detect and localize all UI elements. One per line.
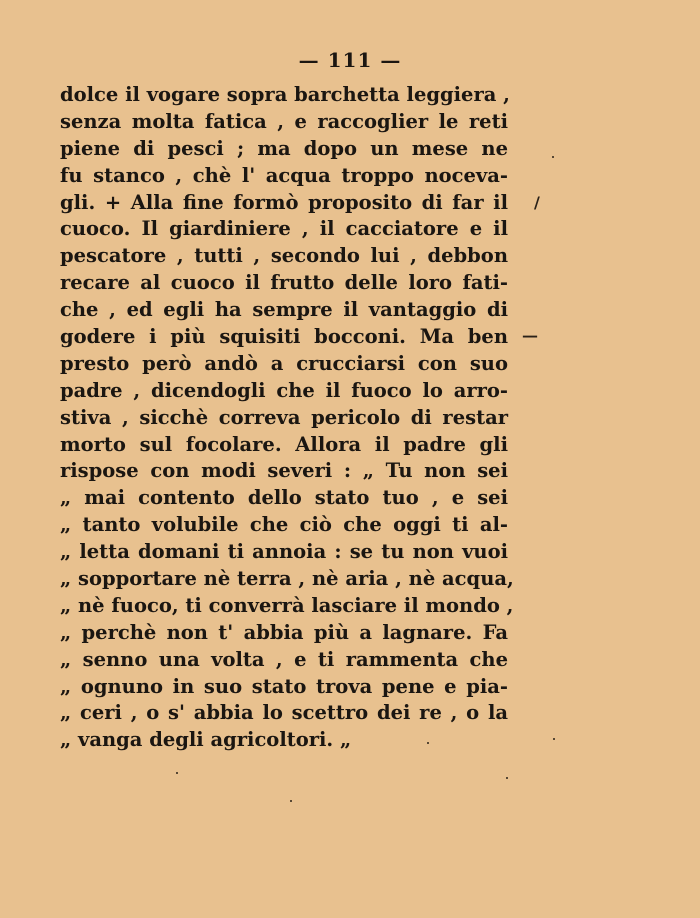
paper-speck	[176, 772, 178, 774]
text-line: godere i più squisiti bocconi. Ma ben	[60, 325, 508, 349]
text-line: recare al cuoco il frutto delle loro fati-	[60, 271, 508, 295]
margin-dash-mark: —	[522, 326, 538, 345]
text-line: dolce il vogare sopra barchetta leggiera ,	[60, 83, 510, 106]
text-line: „ letta domani ti annoia : se tu non vuoi	[60, 540, 508, 564]
paper-speck	[290, 800, 292, 802]
paper-speck	[427, 742, 429, 744]
text-line: rispose con modi severi : „ Tu non sei	[60, 459, 508, 483]
text-line: „ sopportare nè terra , nè aria , nè acqua,	[60, 567, 514, 591]
text-line: „ mai contento dello stato tuo , e sei	[60, 486, 508, 510]
text-line: padre , dicendogli che il fuoco lo arro-	[60, 378, 508, 402]
text-line: „ ceri , o s' abbia lo scettro dei re , o la	[60, 701, 508, 725]
text-line: piene di pesci ; ma dopo un mese ne	[60, 136, 508, 160]
body-text	[60, 82, 514, 754]
text-line: pescatore , tutti , secondo lui , debbon	[60, 244, 508, 268]
text-line: senza molta fatica , e raccoglier le reti	[60, 109, 508, 133]
paper-speck	[506, 777, 508, 779]
text-line: presto però andò a crucciarsi con suo	[60, 351, 508, 375]
text-line: „ nè fuoco, ti converrà lasciare il mondo ,	[60, 593, 514, 617]
text-line: fu stanco , chè l' acqua troppo noceva-	[60, 163, 508, 187]
text-line: „ ognuno in suo stato trova pene e pia-	[60, 674, 508, 698]
text-line: che , ed egli ha sempre il vantaggio di	[60, 298, 508, 322]
text-line: gli. + Alla fine formò proposito di far il	[60, 190, 508, 214]
text-line: „ perchè non t' abbia più a lagnare. Fa	[60, 620, 508, 644]
text-line: cuoco. Il giardiniere , il cacciatore e il	[60, 217, 508, 241]
paper-speck	[553, 738, 555, 740]
text-line: „ vanga degli agricoltori. „	[60, 728, 352, 752]
text-line: „ tanto volubile che ciò che oggi ti al-	[60, 513, 508, 537]
text-line: morto sul focolare. Allora il padre gli	[60, 432, 508, 456]
margin-cross-mark: /	[534, 193, 540, 212]
text-line: „ senno una volta , e ti rammenta che	[60, 647, 508, 671]
paper-speck	[552, 156, 554, 158]
text-line: stiva , sicchè correva pericolo di restar	[60, 405, 508, 429]
page-number: — 111 —	[298, 48, 402, 72]
